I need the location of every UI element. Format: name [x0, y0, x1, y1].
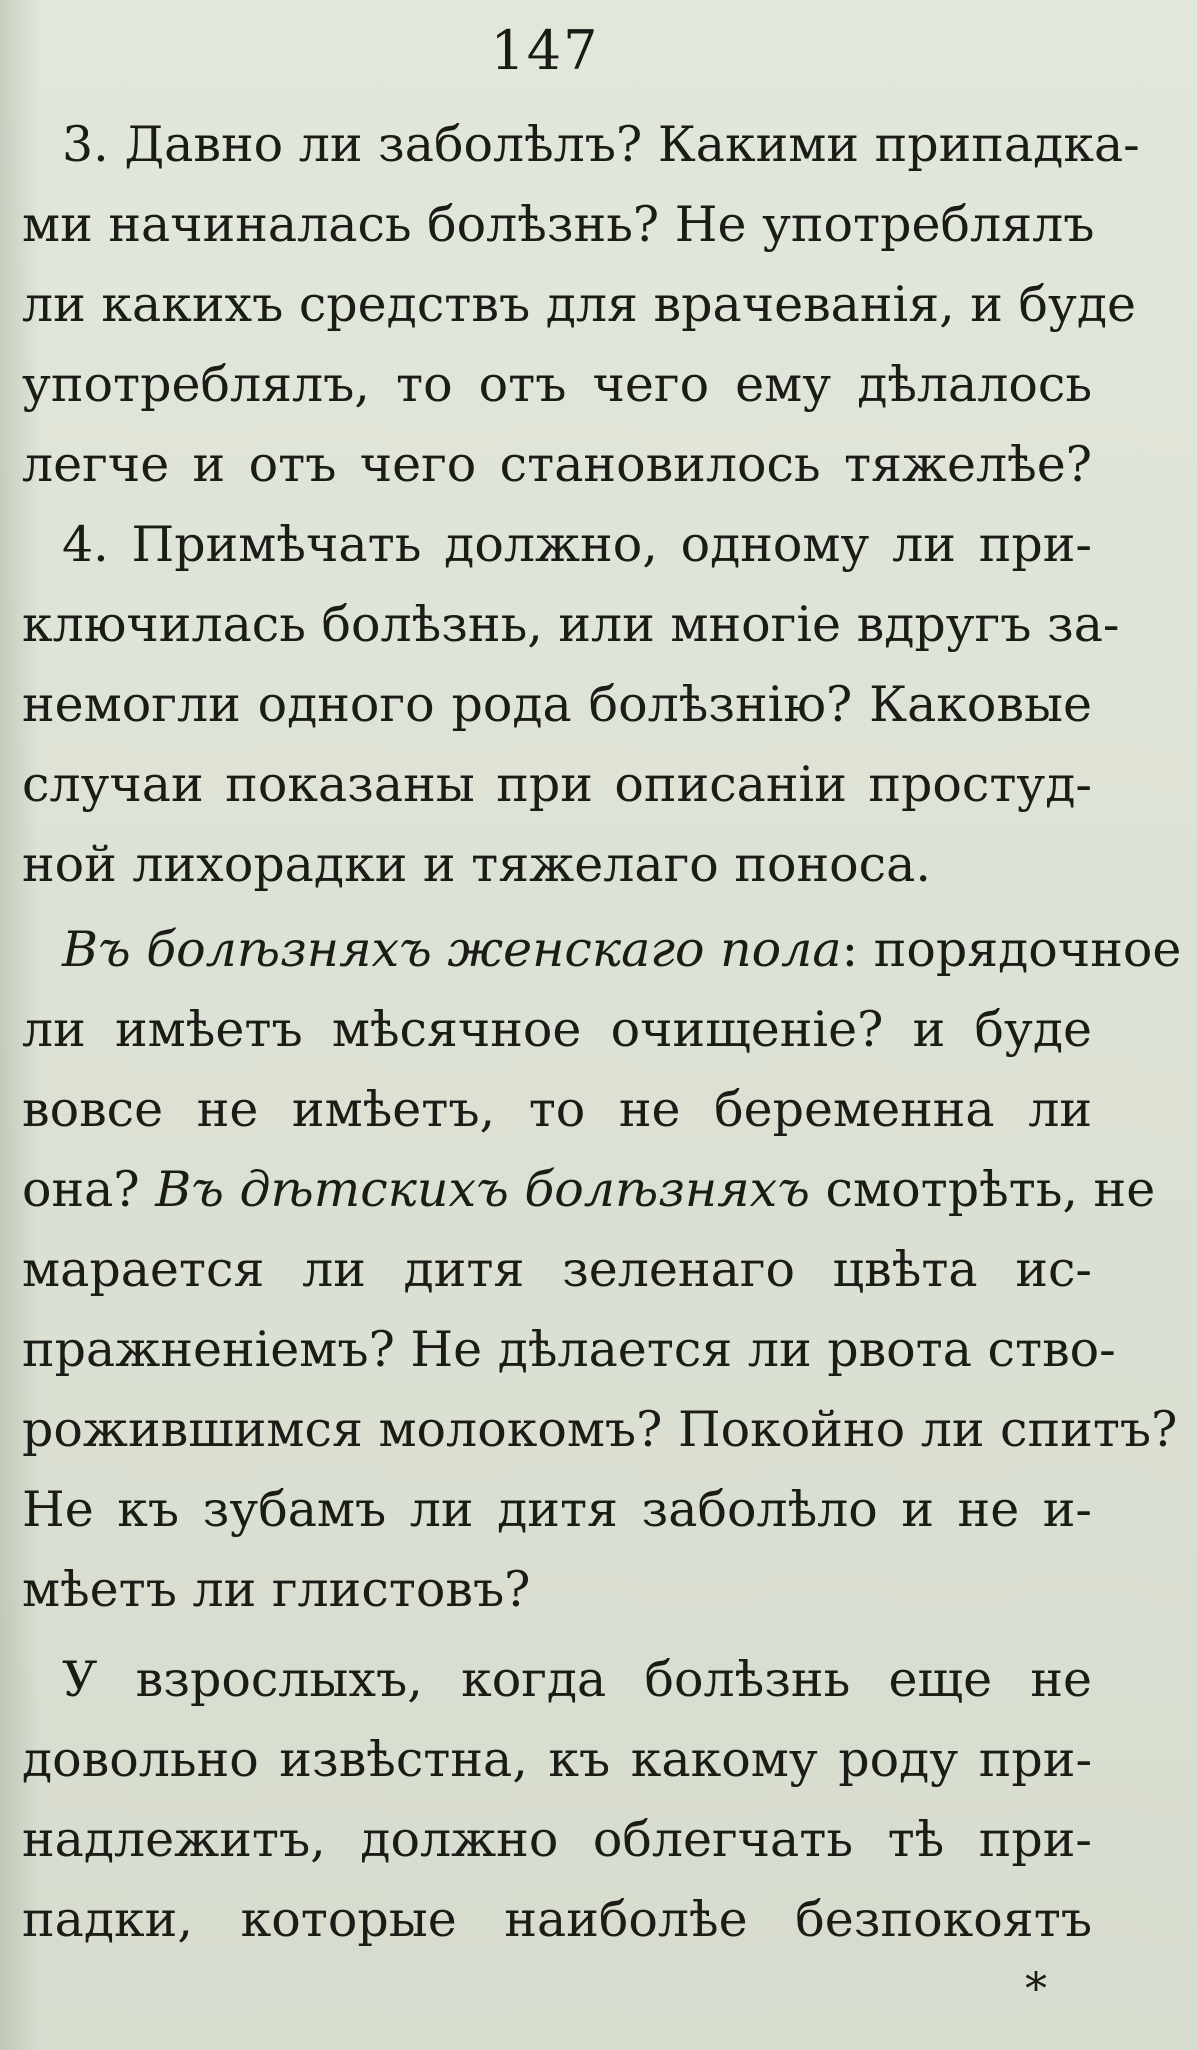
text-line: ной лихорадки и тяжелаго поноса. — [22, 836, 931, 893]
page-number: 147 — [490, 19, 600, 82]
text-line: Не къ зубамъ ли дитя заболѣло и не и- — [22, 1481, 1092, 1538]
text-line: пражненіемъ? Не дѣлаетcя ли рвота ство- — [22, 1321, 1116, 1378]
text-line: ли какихъ средствъ для врачеванія, и буде — [22, 276, 1137, 333]
text-line-womens-diseases — [62, 915, 1182, 985]
text-fragment: : порядочное — [841, 921, 1182, 978]
text-line: мѣетъ ли глистовъ? — [22, 1561, 531, 1618]
italic-heading: Въ болѣзняхъ женскаго пола — [62, 921, 842, 978]
catchword-mark: * — [1025, 1964, 1047, 2015]
text-line: падки, которые наиболѣе безпокоятъ — [22, 1891, 1092, 1948]
text-line: ключилась болѣзнь, или многіе вдругъ за- — [22, 596, 1120, 653]
text-line: легче и отъ чего становилось тяжелѣе? — [22, 436, 1092, 493]
text-line: довольно извѣстна, къ какому роду при- — [22, 1731, 1092, 1788]
text-line-childrens-diseases — [22, 1155, 1156, 1225]
text-line: ми начиналась болѣзнь? Не употреблялъ — [22, 196, 1095, 253]
text-line: употреблялъ, то отъ чего ему дѣлалось — [22, 356, 1092, 413]
text-fragment: она? — [22, 1161, 140, 1218]
text-line: 4. Примѣчать должно, одному ли при- — [62, 516, 1092, 573]
text-line: вовсе не имѣетъ, то не беременна ли — [22, 1081, 1092, 1138]
text-line: рожившимся молокомъ? Покойно ли спитъ? — [22, 1401, 1178, 1458]
text-line: мараетcя ли дитя зеленаго цвѣта ис- — [22, 1241, 1092, 1298]
text-line: случаи показаны при описаніи простуд- — [22, 756, 1092, 813]
text-fragment: смотрѣть, не — [825, 1161, 1156, 1218]
italic-heading: Въ дѣтскихъ болѣзняхъ — [155, 1161, 810, 1218]
text-line: надлежитъ, должно облегчать тѣ при- — [22, 1811, 1092, 1868]
text-line: ли имѣетъ мѣсячное очищеніе? и буде — [22, 1001, 1092, 1058]
text-line: У взрослыхъ, когда болѣзнь еще не — [62, 1651, 1092, 1708]
text-line: 3. Давно ли заболѣлъ? Какими припадка- — [62, 116, 1140, 173]
text-line: немогли одного рода болѣзнію? Каковые — [22, 676, 1092, 733]
